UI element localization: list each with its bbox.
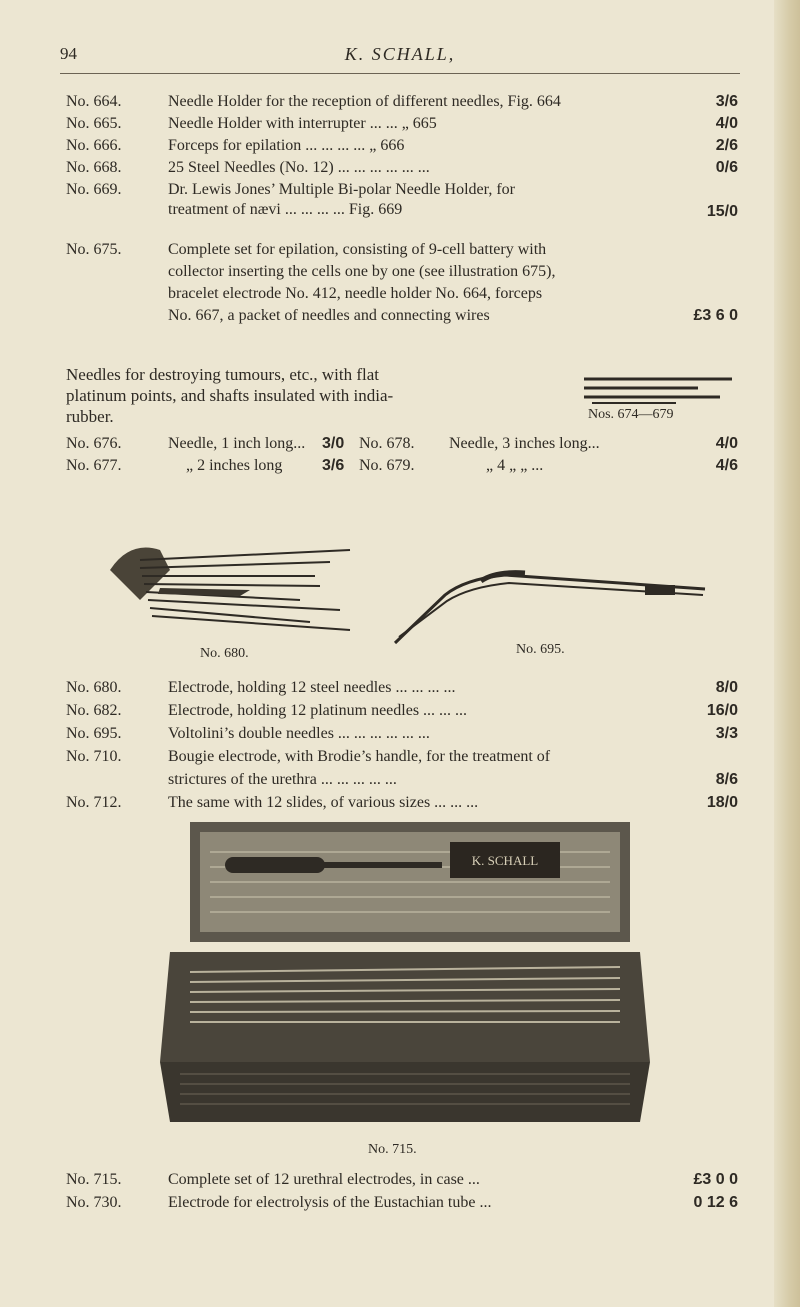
item-description: Electrode, holding 12 platinum needles ... ... ... [168,702,468,719]
list-item [66,180,738,222]
item-description: Needle, 1 inch long... [168,435,306,452]
item-description: 25 Steel Needles (No. 12) ... ... ... ... ... ... [168,159,430,176]
electrode-case-illustration [150,822,670,1134]
item-description: „ 4 „ „ ... [486,457,544,474]
item-description: Bougie electrode, with Brodie’s handle, for the treatment of [168,748,551,765]
item-description: Needle Holder for the reception of different needles, Fig. 664 [168,93,561,110]
item-price: 4/6 [715,457,738,474]
item-description-continued: treatment of nævi ... ... ... ... Fig. 669 [168,201,403,218]
item-price: 3/0 [322,435,345,452]
list-item [66,92,738,112]
item-description: Voltolini’s double needles ... ... ... ... ... ... [168,725,430,742]
page-edge-shadow [774,0,800,1307]
figure-caption: Nos. 674—679 [588,407,674,422]
item-number: No. 678. [359,435,415,452]
item-number: No. 695. [66,725,122,742]
electrode-680-illustration [100,530,370,650]
item-price: 4/0 [715,115,738,132]
item-description-continued: strictures of the urethra ... ... ... ... ... [168,771,397,788]
figure-caption: No. 715. [368,1142,417,1157]
list-item [66,724,738,744]
running-title: K. SCHALL, [344,44,456,64]
item-description: „ 2 inches long [186,457,283,474]
item-price: 3/6 [322,457,345,474]
item-description-line: collector inserting the cells one by one (see illustration 675), [168,263,556,280]
item-price: 0 12 6 [693,1194,738,1211]
list-item [66,240,738,330]
intro-line: rubber. [66,407,114,426]
item-price: 2/6 [715,137,738,154]
item-number: No. 677. [66,457,122,474]
item-number: No. 675. [66,241,122,258]
list-item [66,158,738,178]
list-item [66,701,738,721]
item-number: No. 680. [66,679,122,696]
item-number: No. 666. [66,137,122,154]
list-item [66,793,738,813]
item-price: £3 6 0 [693,307,738,324]
item-price: 16/0 [706,702,738,719]
item-price: 8/6 [715,771,738,788]
item-price: 0/6 [715,159,738,176]
figure-caption: No. 695. [516,642,565,657]
item-description: Electrode for electrolysis of the Eustachian tube ... [168,1194,492,1211]
item-price: 15/0 [706,203,738,220]
item-description-line: bracelet electrode No. 412, needle holder No. 664, forceps [168,285,543,302]
list-item [66,678,738,698]
list-item [66,747,738,791]
item-number: No. 710. [66,748,122,765]
item-number: No. 664. [66,93,122,110]
case-label: K. SCHALL [471,853,539,868]
item-price: 18/0 [706,794,738,811]
intro-line: Needles for destroying tumours, etc., with flat [66,365,380,384]
list-item [66,434,738,454]
item-description: Needle Holder with interrupter ... ... „ 665 [168,115,437,132]
item-price: 3/6 [715,93,738,110]
intro-line: platinum points, and shafts insulated with india- [66,386,394,405]
item-number: No. 682. [66,702,122,719]
item-description-line: Complete set for epilation, consisting of 9-cell battery with [168,241,547,258]
item-price: 8/0 [715,679,738,696]
item-number: No. 679. [359,457,415,474]
item-number: No. 715. [66,1171,122,1188]
item-number: No. 665. [66,115,122,132]
item-number: No. 676. [66,435,122,452]
item-price: £3 0 0 [693,1171,738,1188]
section-intro [66,364,626,427]
page-header [60,44,740,74]
item-number: No. 712. [66,794,122,811]
item-description: The same with 12 slides, of various sizes ... ... ... [168,794,479,811]
item-number: No. 730. [66,1194,122,1211]
list-item [66,456,738,476]
list-item [66,1170,738,1190]
item-description: Needle, 3 inches long... [449,435,600,452]
item-number: No. 668. [66,159,122,176]
figure-caption: No. 680. [200,646,249,661]
list-item [66,114,738,134]
voltolini-needle-illustration [385,565,715,645]
item-description: Electrode, holding 12 steel needles ... ... ... ... [168,679,456,696]
header-rule [60,73,740,74]
page-number: 94 [60,44,77,63]
item-description: Dr. Lewis Jones’ Multiple Bi-polar Needle Holder, for [168,181,515,198]
list-item [66,1193,738,1213]
item-description-line: No. 667, a packet of needles and connecting wires [168,307,490,324]
needles-illustration [580,372,740,406]
item-description: Complete set of 12 urethral electrodes, in case ... [168,1171,480,1188]
item-number: No. 669. [66,181,122,198]
list-item [66,136,738,156]
item-description: Forceps for epilation ... ... ... ... „ 666 [168,137,405,154]
item-price: 4/0 [715,435,738,452]
item-price: 3/3 [715,725,738,742]
